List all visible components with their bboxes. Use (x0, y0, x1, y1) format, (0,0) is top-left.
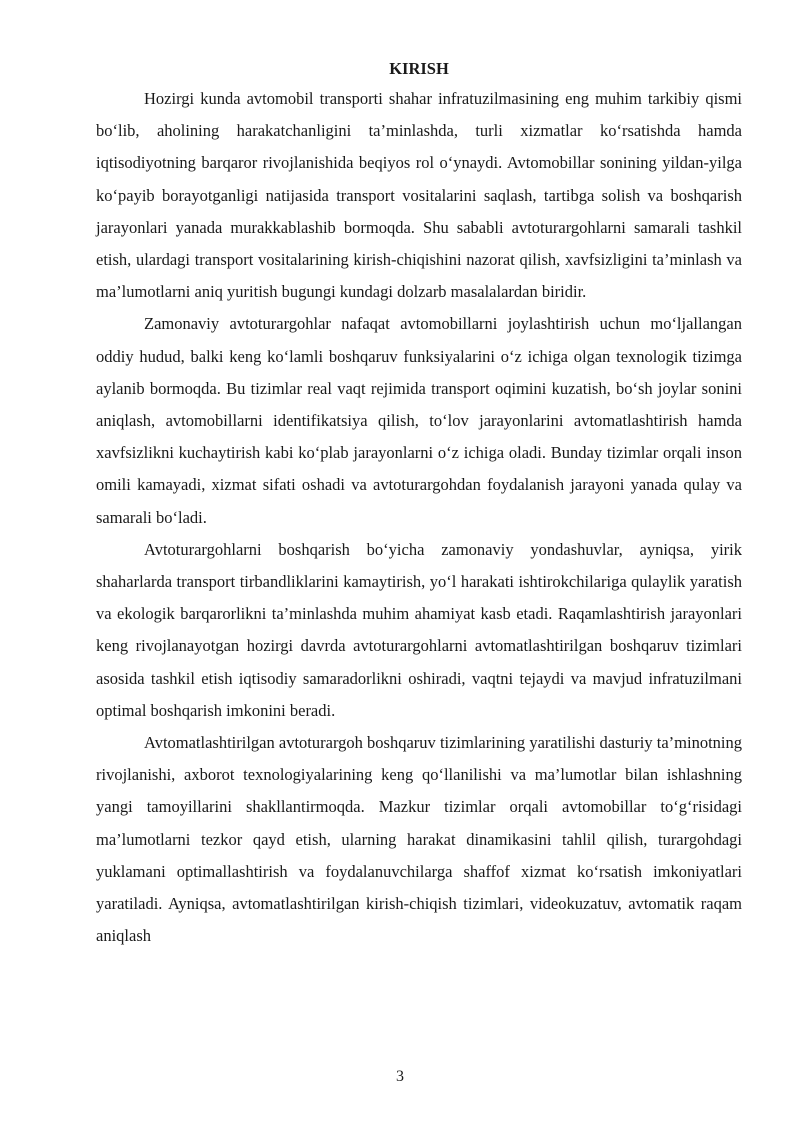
paragraph-2: Zamonaviy avtoturargohlar nafaqat avtomobillarni joylashtirish uchun mo‘ljallangan oddiy hudud, balki keng ko‘lamli boshqaruv funksiyalarini o‘z ichiga olgan texnologik tizimga aylanib bormoqda. Bu tizimlar real vaqt rejimida transport oqimini kuzatish, bo‘sh joylar sonini aniqlash, avtomobillarni identifikatsiya qilish, to‘lov jarayonlarini avtomatlashtirish hamda xavfsizlikni kuchaytirish kabi ko‘plab jarayonlarni o‘z ichiga oladi. Bunday tizimlar orqali inson omili kamayadi, xizmat sifati oshadi va avtoturargohdan foydalanish jarayoni yanada qulay va samarali bo‘ladi. (96, 314, 742, 527)
document-page (96, 56, 742, 952)
page-title: KIRISH (389, 59, 449, 78)
paragraph-4: Avtomatlashtirilgan avtoturargoh boshqaruv tizimlarining yaratilishi dasturiy ta’minotning rivojlanishi, axborot texnologiyalarining keng qo‘llanilishi va ma’lumotlar bilan ishlashning yangi tamoyillarini shakllantirmoqda. Mazkur tizimlar orqali avtomobillar to‘g‘risidagi ma’lumotlarni tezkor qayd etish, ularning harakat dinamikasini tahlil qilish, turargohdagi yuklamani optimallashtirish va foydalanuvchilarga shaffof xizmat ko‘rsatish imkoniyatlari yaratiladi. Ayniqsa, avtomatlashtirilgan kirish-chiqish tizimlari, videokuzatuv, avtomatik raqam aniqlash (96, 733, 742, 946)
page-number: 3 (396, 1068, 404, 1085)
paragraph-1: Hozirgi kunda avtomobil transporti shahar infratuzilmasining eng muhim tarkibiy qismi bo‘lib, aholining harakatchanligini ta’minlashda, turli xizmatlar ko‘rsatishda hamda iqtisodiyotning barqaror rivojlanishida beqiyos rol o‘ynaydi. Avtomobillar sonining yildan-yilga ko‘payib borayotganligi natijasida transport vositalarini saqlash, tartibga solish va boshqarish jarayonlari yanada murakkablashib bormoqda. Shu sababli avtoturargohlarni samarali tashkil etish, ulardagi transport vositalarining kirish-chiqishini nazorat qilish, xavfsizligini ta’minlash va ma’lumotlarni aniq yuritish bugungi kundagi dolzarb masalalardan biridir. (96, 89, 742, 302)
paragraph-3: Avtoturargohlarni boshqarish bo‘yicha zamonaviy yondashuvlar, ayniqsa, yirik shaharlarda transport tirbandliklarini kamaytirish, yo‘l harakati ishtirokchilariga qulaylik yaratish va ekologik barqarorlikni ta’minlashda muhim ahamiyat kasb etadi. Raqamlashtirish jarayonlari keng rivojlanayotgan hozirgi davrda avtoturargohlarni avtomatlashtirilgan boshqaruv tizimlari asosida tashkil etish iqtisodiy samaradorlikni oshiradi, vaqtni tejaydi va mavjud infratuzilmani optimal boshqarish imkonini beradi. (96, 539, 742, 720)
